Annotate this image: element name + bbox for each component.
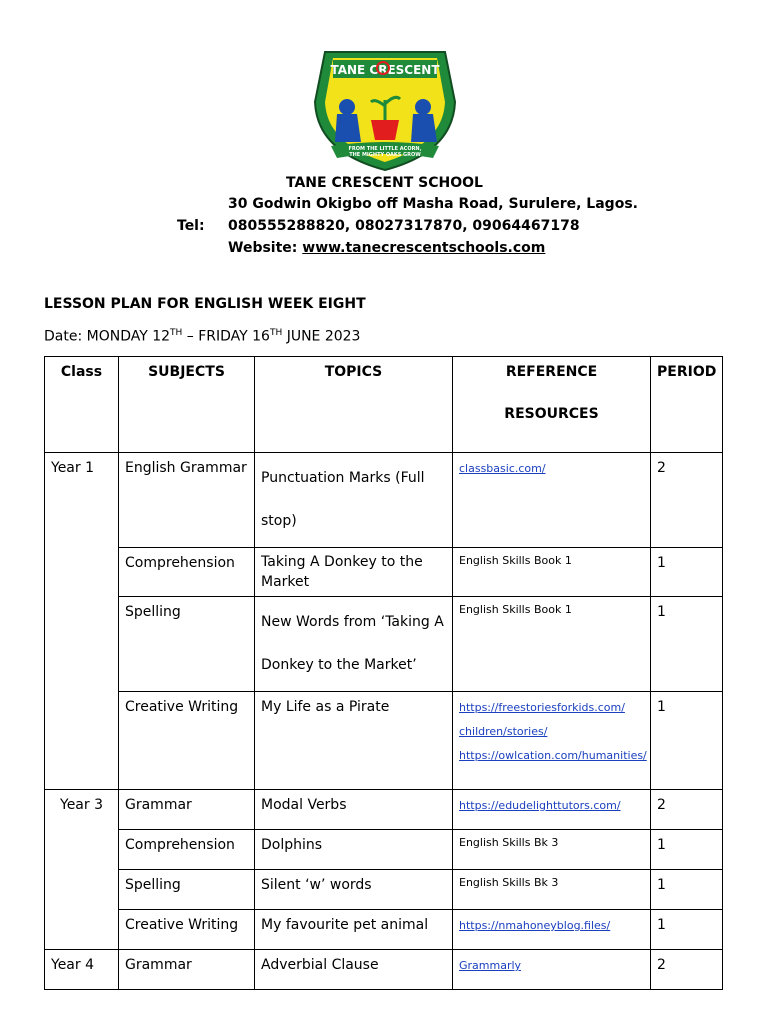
table-row: [45, 692, 723, 790]
plan-title: LESSON PLAN FOR ENGLISH WEEK EIGHT: [44, 296, 366, 312]
header-reference-2: RESOURCES: [504, 406, 599, 422]
subject-cell: Grammar: [119, 950, 255, 990]
table-row: [45, 790, 723, 830]
resource-cell: English Skills Bk 3: [453, 830, 651, 870]
header-row: [45, 357, 723, 453]
logo-name: TANE CRESCENT: [330, 63, 440, 77]
date-suffix: JUNE 2023: [286, 328, 361, 345]
resource-cell: [453, 910, 651, 950]
resource-cell: English Skills Book 1: [453, 548, 651, 597]
resource-link[interactable]: https://edudelighttutors.com/: [459, 799, 621, 812]
resource-link[interactable]: https://owlcation.com/humanities/: [459, 749, 647, 762]
period-cell: 1: [651, 870, 723, 910]
period-cell: 2: [651, 790, 723, 830]
table-row: [45, 597, 723, 692]
class-year-1: Year 1: [45, 453, 119, 790]
period-cell: 1: [651, 692, 723, 790]
date-sup-2: TH: [269, 328, 283, 338]
logo-motto-2: THE MIGHTY OAKS GROW: [349, 152, 421, 158]
header-reference: [453, 357, 651, 453]
class-year-4: Year 4: [45, 950, 119, 990]
period-cell: 1: [651, 548, 723, 597]
header-topics: TOPICS: [255, 357, 453, 453]
resource-cell: English Skills Bk 3: [453, 870, 651, 910]
subject-cell: Spelling: [119, 597, 255, 692]
school-logo: [305, 42, 465, 172]
resource-link[interactable]: Grammarly: [459, 959, 522, 972]
subject-cell: Comprehension: [119, 830, 255, 870]
resource-cell: [453, 790, 651, 830]
header-reference-1: REFERENCE: [505, 364, 598, 380]
header-subjects: SUBJECTS: [119, 357, 255, 453]
table-row: [45, 870, 723, 910]
subject-cell: Creative Writing: [119, 692, 255, 790]
website-link[interactable]: www.tanecrescentschools.com: [302, 240, 546, 256]
table-row: [45, 950, 723, 990]
header-period: PERIOD: [651, 357, 723, 453]
tel-numbers: 080555288820, 08027317870, 09064467178: [228, 218, 580, 234]
lesson-plan-table: [44, 356, 723, 990]
resource-cell: [453, 692, 651, 790]
table-row: [45, 830, 723, 870]
topic-cell: My Life as a Pirate: [255, 692, 453, 790]
resource-cell: [453, 950, 651, 990]
tel-label: Tel:: [177, 218, 205, 234]
topic-cell: Silent ‘w’ words: [255, 870, 453, 910]
school-name: TANE CRESCENT SCHOOL: [286, 175, 483, 191]
topic-cell: Adverbial Clause: [255, 950, 453, 990]
table-row: [45, 548, 723, 597]
subject-cell: Grammar: [119, 790, 255, 830]
topic-cell: Modal Verbs: [255, 790, 453, 830]
date-prefix: Date: MONDAY 12: [44, 328, 171, 345]
period-cell: 2: [651, 950, 723, 990]
resource-link[interactable]: children/stories/: [459, 725, 548, 738]
school-address: 30 Godwin Okigbo off Masha Road, Surulere, Lagos.: [228, 196, 638, 212]
subject-cell: English Grammar: [119, 453, 255, 548]
resource-link[interactable]: https://nmahoneyblog.files/: [459, 919, 611, 932]
period-cell: 1: [651, 830, 723, 870]
period-cell: 1: [651, 597, 723, 692]
date-mid: – FRIDAY 16: [186, 328, 270, 345]
resource-link[interactable]: https://freestoriesforkids.com/: [459, 701, 625, 714]
website-line: [228, 240, 545, 256]
topic-cell: My favourite pet animal: [255, 910, 453, 950]
date-line: [44, 328, 360, 345]
date-sup-1: TH: [170, 328, 183, 338]
class-year-3: Year 3: [45, 790, 119, 950]
resource-cell: [453, 453, 651, 548]
topic-cell: Dolphins: [255, 830, 453, 870]
subject-cell: Spelling: [119, 870, 255, 910]
subject-cell: Comprehension: [119, 548, 255, 597]
period-cell: 1: [651, 910, 723, 950]
table-row: [45, 453, 723, 548]
topic-cell: New Words from ‘Taking A Donkey to the Market’: [255, 597, 453, 692]
topic-cell: Taking A Donkey to the Market: [255, 548, 453, 597]
logo-motto-1: FROM THE LITTLE ACORN,: [348, 146, 422, 152]
topic-cell: Punctuation Marks (Full stop): [255, 453, 453, 548]
resource-link[interactable]: classbasic.com/: [459, 462, 546, 475]
resource-cell: English Skills Book 1: [453, 597, 651, 692]
period-cell: 2: [651, 453, 723, 548]
subject-cell: Creative Writing: [119, 910, 255, 950]
header-class: Class: [45, 357, 119, 453]
table-row: [45, 910, 723, 950]
website-label: Website:: [228, 240, 298, 256]
